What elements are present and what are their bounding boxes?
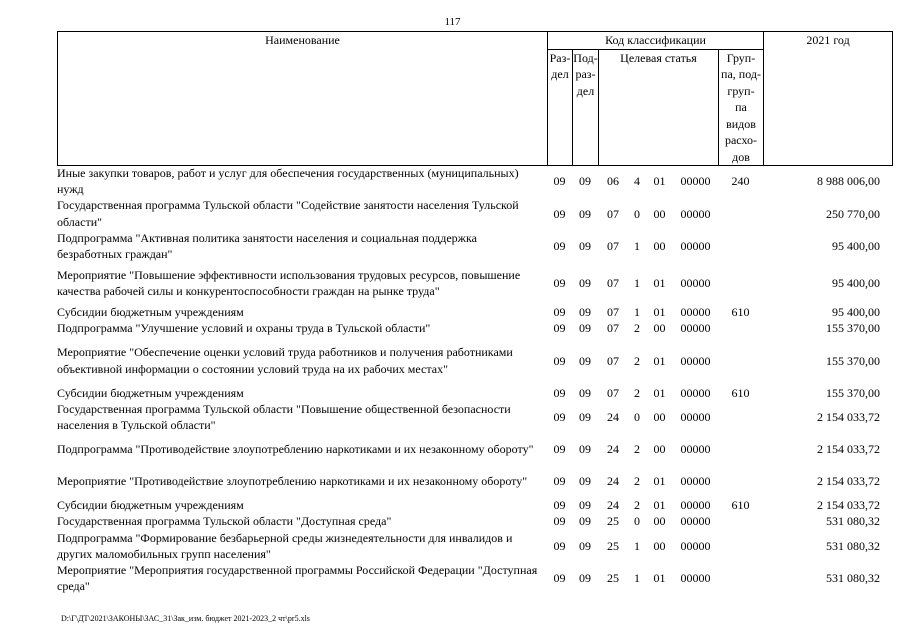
cell-sum: 155 370,00 — [826, 321, 880, 336]
cell-cs4: 00000 — [680, 442, 711, 457]
cell-rz: 09 — [553, 206, 566, 221]
cell-cs2: 2 — [634, 442, 640, 457]
cell-pr: 09 — [579, 442, 591, 457]
header-group: Груп- па, под- груп- па видов расхо- дов — [719, 49, 764, 166]
cell-rz: 09 — [553, 174, 566, 189]
cell-vr — [718, 197, 763, 229]
cell-vr — [718, 401, 763, 433]
cell-cs3: 00 — [653, 409, 666, 424]
cell-cs1: 07 — [607, 321, 619, 336]
cell-cs4: 00000 — [680, 538, 711, 553]
cell-rz: 09 — [553, 321, 566, 336]
cell-pr: 09 — [579, 474, 591, 489]
cell-sum: 155 370,00 — [826, 385, 880, 400]
cell-rz: 09 — [553, 385, 566, 400]
cell-sum: 155 370,00 — [826, 353, 880, 368]
cell-cs1: 24 — [607, 474, 619, 489]
cell-cs4: 00000 — [680, 353, 711, 368]
cell-pr: 09 — [579, 305, 591, 320]
cell-cs2: 2 — [634, 474, 640, 489]
cell-cs4: 00000 — [680, 571, 711, 586]
cell-pr: 09 — [579, 238, 591, 253]
cell-rz: 09 — [553, 276, 566, 291]
cell-cs1: 25 — [607, 514, 619, 529]
cell-pr: 09 — [579, 276, 591, 291]
cell-vr: 610 — [731, 385, 750, 400]
cell-sum: 2 154 033,72 — [817, 474, 880, 489]
budget-table — [57, 165, 892, 594]
table-header — [57, 31, 893, 166]
cell-cs4: 00000 — [680, 409, 711, 424]
cell-cs2: 0 — [634, 206, 640, 221]
cell-cs1: 07 — [607, 353, 619, 368]
cell-cs1: 24 — [607, 498, 619, 513]
table-row — [57, 433, 892, 465]
cell-cs2: 0 — [634, 409, 640, 424]
cell-pr: 09 — [579, 409, 591, 424]
cell-vr — [718, 337, 763, 385]
cell-pr: 09 — [579, 321, 591, 336]
cell-sum: 531 080,32 — [826, 571, 880, 586]
cell-vr — [718, 320, 763, 336]
cell-cs2: 2 — [634, 321, 640, 336]
cell-cs3: 01 — [653, 305, 666, 320]
table-row — [57, 530, 892, 562]
cell-vr — [718, 530, 763, 562]
cell-name: Мероприятие "Повышение эффективности использования трудовых ресурсов, повышение качества рабочей силы и конкурентоспособности граждан на рынке труда" — [57, 268, 521, 299]
cell-cs3: 01 — [653, 474, 666, 489]
cell-vr — [718, 262, 763, 304]
cell-cs4: 00000 — [680, 321, 711, 336]
cell-cs4: 00000 — [680, 276, 711, 291]
cell-vr: 610 — [731, 498, 750, 513]
page-number: 117 — [444, 16, 461, 28]
table-row — [57, 197, 892, 229]
cell-vr: 610 — [731, 305, 750, 320]
cell-cs3: 00 — [653, 206, 666, 221]
table-row — [57, 165, 892, 197]
cell-sum: 2 154 033,72 — [817, 442, 880, 457]
cell-cs3: 01 — [653, 498, 666, 513]
cell-rz: 09 — [553, 514, 566, 529]
cell-pr: 09 — [579, 385, 591, 400]
cell-cs1: 07 — [607, 238, 619, 253]
table-row — [57, 262, 892, 304]
table-row — [57, 320, 892, 336]
table-row — [57, 465, 892, 497]
cell-cs4: 00000 — [680, 174, 711, 189]
cell-pr: 09 — [579, 498, 591, 513]
cell-pr: 09 — [579, 174, 591, 189]
cell-name: Государственная программа Тульской области "Содействие занятости населения Тульской области" — [57, 198, 519, 229]
cell-cs4: 00000 — [680, 206, 711, 221]
cell-pr: 09 — [579, 206, 591, 221]
cell-name: Мероприятие "Мероприятия государственной программы Российской Федерации "Доступная среда" — [57, 563, 538, 594]
cell-vr — [718, 465, 763, 497]
cell-cs1: 24 — [607, 442, 619, 457]
cell-rz: 09 — [553, 571, 566, 586]
cell-name: Государственная программа Тульской области "Доступная среда" — [57, 514, 392, 529]
cell-name: Подпрограмма "Активная политика занятости населения и социальная поддержка безработных граждан" — [57, 230, 477, 262]
cell-cs2: 1 — [634, 276, 640, 291]
table-row — [57, 304, 892, 320]
cell-name: Субсидии бюджетным учреждениям — [57, 305, 244, 320]
table-row — [57, 513, 892, 529]
cell-cs3: 01 — [653, 353, 666, 368]
cell-vr: 240 — [731, 174, 750, 189]
cell-name: Субсидии бюджетным учреждениям — [57, 385, 244, 400]
cell-cs1: 07 — [607, 276, 619, 291]
cell-rz: 09 — [553, 238, 566, 253]
cell-cs3: 00 — [653, 442, 666, 457]
table-row — [57, 562, 892, 594]
cell-cs4: 00000 — [680, 238, 711, 253]
header-target: Целевая статья — [599, 49, 719, 166]
cell-sum: 95 400,00 — [832, 305, 880, 320]
cell-name: Государственная программа Тульской области "Повышение общественной безопасности населения в Тульской области" — [57, 401, 511, 433]
cell-rz: 09 — [553, 442, 566, 457]
cell-name: Мероприятие "Противодействие злоупотреблению наркотиками и их незаконному обороту" — [57, 474, 528, 489]
cell-cs4: 00000 — [680, 498, 711, 513]
cell-cs1: 24 — [607, 409, 619, 424]
cell-name: Иные закупки товаров, работ и услуг для обеспечения государственных (муниципальных) нужд — [57, 166, 519, 197]
cell-sum: 95 400,00 — [832, 238, 880, 253]
cell-sum: 8 988 006,00 — [817, 174, 880, 189]
cell-sum: 2 154 033,72 — [817, 409, 880, 424]
header-section: Раз- дел — [548, 49, 573, 166]
cell-cs2: 4 — [634, 174, 640, 189]
cell-cs1: 07 — [607, 305, 619, 320]
cell-name: Мероприятие "Обеспечение оценки условий труда работников и получения работниками объективной информации о состоянии условий труда на их рабочих местах" — [57, 345, 513, 376]
header-classification: Код классификации — [548, 32, 764, 50]
cell-cs4: 00000 — [680, 305, 711, 320]
cell-pr: 09 — [579, 538, 591, 553]
cell-cs1: 06 — [607, 174, 619, 189]
cell-cs2: 2 — [634, 385, 640, 400]
cell-cs1: 25 — [607, 571, 619, 586]
cell-cs2: 0 — [634, 514, 640, 529]
cell-vr — [718, 513, 763, 529]
cell-cs1: 07 — [607, 385, 619, 400]
cell-cs1: 25 — [607, 538, 619, 553]
header-year: 2021 год — [764, 32, 893, 166]
cell-sum: 95 400,00 — [832, 276, 880, 291]
cell-rz: 09 — [553, 538, 566, 553]
cell-cs3: 01 — [653, 174, 666, 189]
cell-name: Субсидии бюджетным учреждениям — [57, 498, 244, 513]
file-path: D:\Г\ДТ\2021\ЗАКОНЫ\ЗАС_31\Зак_изм. бюджет 2021-2023_2 чт\pr5.xls — [61, 614, 310, 623]
cell-cs2: 1 — [634, 571, 640, 586]
cell-name: Подпрограмма "Противодействие злоупотреблению наркотиками и их незаконному обороту" — [57, 442, 534, 457]
cell-vr — [718, 562, 763, 594]
cell-cs3: 01 — [653, 276, 666, 291]
cell-pr: 09 — [579, 514, 591, 529]
cell-vr — [718, 230, 763, 262]
cell-name: Подпрограмма "Улучшение условий и охраны труда в Тульской области" — [57, 321, 431, 336]
cell-cs4: 00000 — [680, 385, 711, 400]
header-subsection: Под- раз- дел — [573, 49, 599, 166]
cell-vr — [718, 433, 763, 465]
cell-rz: 09 — [553, 498, 566, 513]
table-row — [57, 230, 892, 262]
cell-cs4: 00000 — [680, 514, 711, 529]
cell-cs3: 01 — [653, 571, 666, 586]
cell-cs2: 1 — [634, 305, 640, 320]
cell-cs4: 00000 — [680, 474, 711, 489]
cell-rz: 09 — [553, 474, 566, 489]
cell-rz: 09 — [553, 305, 566, 320]
table-row — [57, 401, 892, 433]
table-row — [57, 385, 892, 401]
header-name: Наименование — [58, 32, 548, 166]
table-row — [57, 337, 892, 385]
cell-cs3: 00 — [653, 238, 666, 253]
cell-sum: 531 080,32 — [826, 538, 880, 553]
table-row — [57, 497, 892, 513]
cell-cs3: 00 — [653, 321, 666, 336]
cell-cs2: 1 — [634, 538, 640, 553]
cell-cs2: 2 — [634, 498, 640, 513]
cell-cs3: 00 — [653, 514, 666, 529]
cell-pr: 09 — [579, 353, 591, 368]
cell-rz: 09 — [553, 353, 566, 368]
cell-sum: 2 154 033,72 — [817, 498, 880, 513]
cell-cs2: 2 — [634, 353, 640, 368]
cell-pr: 09 — [579, 571, 591, 586]
cell-cs3: 01 — [653, 385, 666, 400]
cell-name: Подпрограмма "Формирование безбарьерной среды жизнедеятельности для инвалидов и других маломобильных групп населения" — [57, 530, 513, 561]
cell-sum: 250 770,00 — [826, 206, 880, 221]
cell-rz: 09 — [553, 409, 566, 424]
cell-cs2: 1 — [634, 238, 640, 253]
cell-cs1: 07 — [607, 206, 619, 221]
cell-sum: 531 080,32 — [826, 514, 880, 529]
cell-cs3: 00 — [653, 538, 666, 553]
